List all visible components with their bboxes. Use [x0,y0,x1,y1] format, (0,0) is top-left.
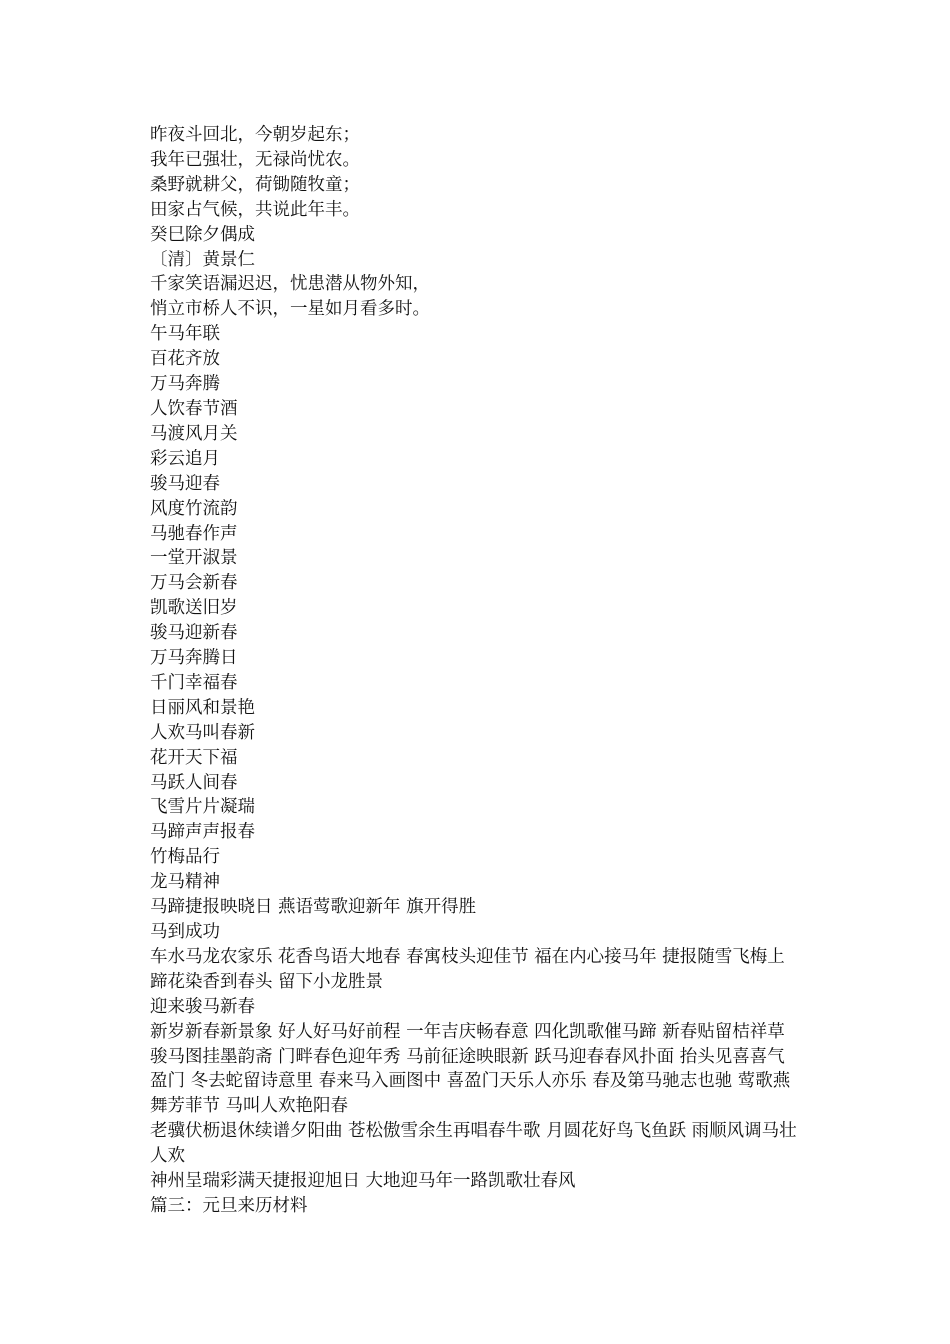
couplet-line: 飞雪片片凝瑞 [150,797,255,818]
couplet-line: 马驰春作声 [150,523,238,544]
paragraph: 新岁新春新景象 好人好马好前程 一年吉庆畅春意 四化凯歌催马蹄 新春贴留桔祥草 骏马图挂墨韵斋 门畔春色迎年秀 马前征途映眼新 跃马迎春春风扑面 抬头见喜喜气盈门 冬去蛇留诗意里 春来马入画图中 喜盈门天乐人亦乐 春及第马驰志也驰 莺歌燕舞芳菲节 马叫人欢艳阳春 [150,1021,791,1117]
couplet-line: 马渡风月关 [150,423,238,444]
couplet-line: 千门幸福春 [150,672,238,693]
couplet-line: 迎来骏马新春 [150,996,255,1017]
text-line: 千家笑语漏迟迟，忧患潜从物外知， [150,274,430,295]
couplet-line: 花开天下福 [150,747,238,768]
text-line: 我年已强壮，无禄尚忧农。 [150,149,360,170]
couplet-line: 马到成功 [150,922,220,942]
couplet-line: 马蹄声声报春 [150,822,255,843]
couplet-line: 彩云追月 [150,448,220,469]
poem-title: 癸巳除夕偶成 [150,224,255,245]
couplet-line: 风度竹流韵 [150,498,238,519]
couplet-line: 万马奔腾日 [150,648,238,669]
couplet-line: 马蹄捷报映晓日 燕语莺歌迎新年 旗开得胜 [150,897,477,918]
text-line: 昨夜斗回北，今朝岁起东； [150,125,360,145]
couplet-line: 万马会新春 [150,573,238,594]
couplet-line: 人欢马叫春新 [150,722,255,743]
couplet-line: 骏马迎新春 [150,623,238,644]
poem-author: 〔清〕黄景仁 [150,249,255,270]
couplet-line: 竹梅品行 [150,847,220,868]
couplet-line: 日丽风和景艳 [150,697,255,718]
couplet-line: 人饮春节酒 [150,398,238,419]
couplet-line: 马跃人间春 [150,772,238,793]
paragraph: 老骥伏枥退休续谱夕阳曲 苍松傲雪余生再唱春牛歌 月圆花好鸟飞鱼跃 雨顺风调马壮人欢 [150,1121,797,1167]
text-line: 桑野就耕父，荷锄随牧童； [150,174,360,195]
text-line: 田家占气候，共说此年丰。 [150,199,360,220]
couplet-line: 凯歌送旧岁 [150,598,238,619]
paragraph: 车水马龙农家乐 花香鸟语大地春 春寓枝头迎佳节 福在内心接马年 捷报随雪飞梅上 蹄花染香到春头 留下小龙胜景 [150,946,791,992]
couplet-line: 一堂开淑景 [150,548,238,569]
couplet-line: 龙马精神 [150,872,220,893]
couplet-line: 百花齐放 [150,349,220,370]
section-heading: 篇三：元旦来历材料 [150,1195,308,1216]
paragraph: 神州呈瑞彩满天捷报迎旭日 大地迎马年一路凯歌壮春风 [150,1171,576,1192]
couplet-line: 骏马迎春 [150,473,220,494]
section-heading: 午马年联 [150,324,220,345]
document-body [150,123,800,1219]
couplet-line: 万马奔腾 [150,374,220,395]
text-line: 悄立市桥人不识，一星如月看多时。 [150,299,430,320]
